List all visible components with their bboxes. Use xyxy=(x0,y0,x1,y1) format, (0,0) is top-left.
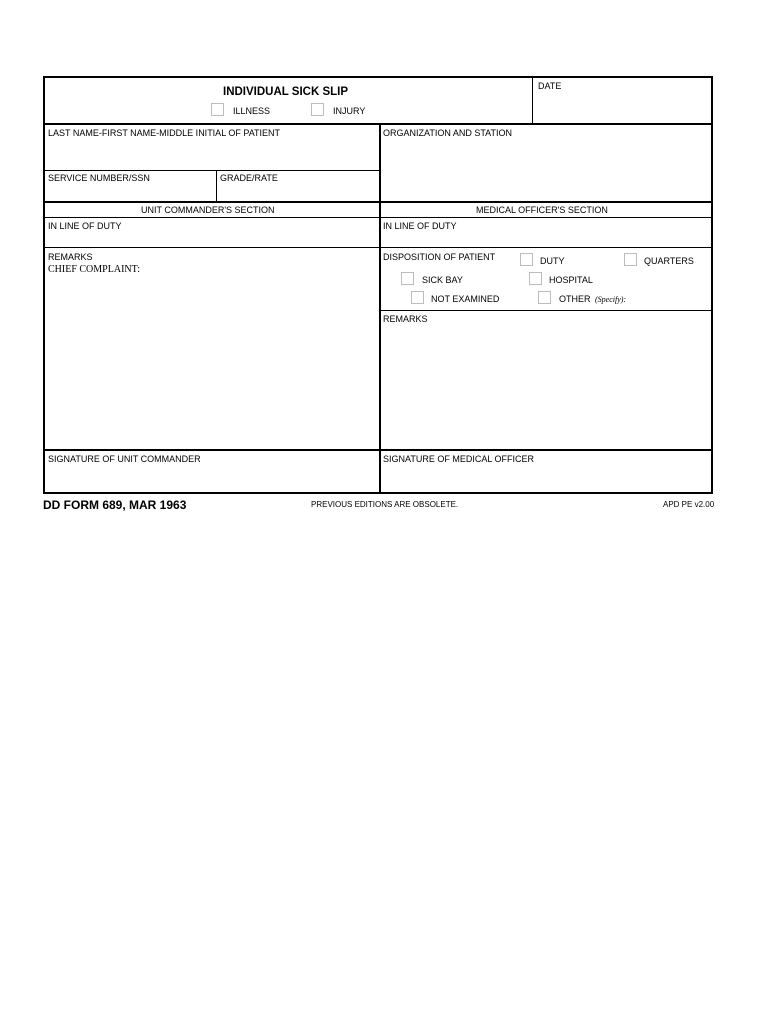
version-label: APD PE v2.00 xyxy=(663,500,715,509)
rule-name-bottom xyxy=(45,170,380,171)
sick-slip-form xyxy=(43,76,713,494)
rule-patient-bottom xyxy=(45,201,711,203)
not-examined-checkbox[interactable] xyxy=(411,291,424,304)
organization-label: ORGANIZATION AND STATION xyxy=(383,128,513,138)
rule-service-grade-divider xyxy=(216,170,217,202)
duty-checkbox[interactable] xyxy=(520,253,533,266)
rule-section-heading-bottom xyxy=(45,217,711,218)
rule-date-left xyxy=(532,78,533,124)
injury-checkbox[interactable] xyxy=(311,103,324,116)
unit-line-of-duty-label: IN LINE OF DUTY xyxy=(48,221,122,231)
illness-label: ILLNESS xyxy=(233,106,271,116)
duty-label: DUTY xyxy=(540,256,565,266)
hospital-checkbox[interactable] xyxy=(529,272,542,285)
medical-line-of-duty-field[interactable] xyxy=(383,233,709,246)
unit-line-of-duty-field[interactable] xyxy=(47,233,377,246)
rule-signature-top xyxy=(45,449,711,451)
date-label: DATE xyxy=(538,81,562,91)
medical-officer-section-heading: MEDICAL OFFICER'S SECTION xyxy=(476,205,608,215)
service-number-field[interactable] xyxy=(47,184,214,200)
injury-label: INJURY xyxy=(333,106,366,116)
medical-line-of-duty-label: IN LINE OF DUTY xyxy=(383,221,457,231)
chief-complaint-label: CHIEF COMPLAINT: xyxy=(48,264,141,275)
unit-commander-signature-field[interactable] xyxy=(47,467,377,491)
hospital-label: HOSPITAL xyxy=(549,275,593,285)
quarters-checkbox[interactable] xyxy=(624,253,637,266)
not-examined-label: NOT EXAMINED xyxy=(431,294,500,304)
organization-field[interactable] xyxy=(383,140,709,200)
obsolete-notice: PREVIOUS EDITIONS ARE OBSOLETE. xyxy=(311,500,459,509)
grade-rate-field[interactable] xyxy=(218,184,378,200)
sick-bay-checkbox[interactable] xyxy=(401,272,414,285)
patient-name-field[interactable] xyxy=(47,140,377,169)
unit-commander-section-heading: UNIT COMMANDER'S SECTION xyxy=(141,205,275,215)
form-number: DD FORM 689, MAR 1963 xyxy=(43,498,187,512)
rule-line-of-duty-bottom xyxy=(45,247,711,248)
rule-disposition-bottom xyxy=(380,310,711,311)
medical-remarks-field[interactable] xyxy=(383,327,709,447)
patient-name-label: LAST NAME-FIRST NAME-MIDDLE INITIAL OF PATIENT xyxy=(48,128,281,138)
sick-bay-label: SICK BAY xyxy=(422,275,463,285)
other-checkbox[interactable] xyxy=(538,291,551,304)
unit-commander-signature-label: SIGNATURE OF UNIT COMMANDER xyxy=(48,454,201,464)
date-field[interactable] xyxy=(534,94,710,122)
service-number-label: SERVICE NUMBER/SSN xyxy=(48,173,150,183)
rule-header-bottom xyxy=(45,123,711,125)
form-title: INDIVIDUAL SICK SLIP xyxy=(223,86,349,98)
grade-rate-label: GRADE/RATE xyxy=(220,173,278,183)
medical-officer-signature-label: SIGNATURE OF MEDICAL OFFICER xyxy=(383,454,535,464)
disposition-label: DISPOSITION OF PATIENT xyxy=(383,252,496,262)
medical-officer-signature-field[interactable] xyxy=(383,467,709,491)
rule-center-divider xyxy=(379,124,381,492)
quarters-label: QUARTERS xyxy=(644,256,694,266)
unit-remarks-label: REMARKS xyxy=(48,252,93,262)
other-label: OTHER xyxy=(559,294,591,304)
specify-hint: (Specify): xyxy=(595,295,627,304)
illness-checkbox[interactable] xyxy=(211,103,224,116)
medical-remarks-label: REMARKS xyxy=(383,314,428,324)
other-specify-field[interactable] xyxy=(635,290,709,306)
unit-remarks-field[interactable] xyxy=(47,277,377,447)
